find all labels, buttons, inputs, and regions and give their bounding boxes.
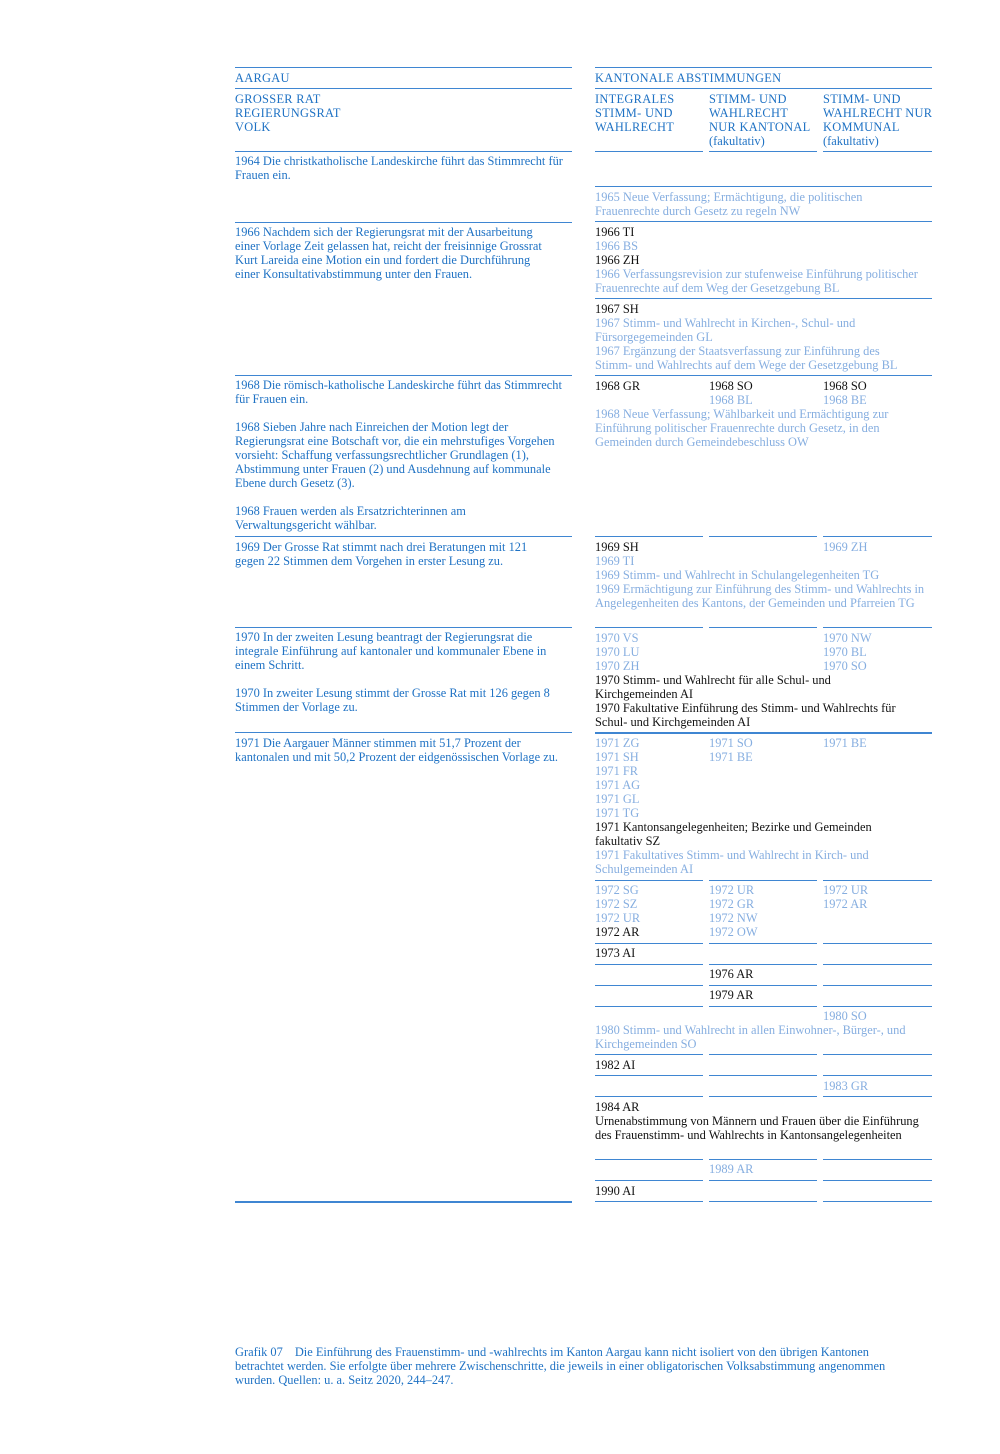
row-1979: 1979 AR [709, 988, 754, 1002]
vote-entry: 1971 BE [823, 736, 867, 750]
vote-entry: 1971 BE [709, 750, 753, 764]
rule [823, 1006, 932, 1007]
entry-1968a: 1968 Die römisch-katholische Landeskirche führt das Stimmrecht für Frauen ein. [235, 378, 562, 406]
vote-entry: 1967 Stimm- und Wahlrecht in Kirchen-, Schul- und Fürsorgegemeinden GL [595, 316, 856, 344]
figure-caption [235, 1345, 915, 1387]
row-1970-integral [595, 631, 703, 673]
vote-entry: 1968 SO [823, 379, 867, 393]
rule [595, 221, 932, 222]
row-1965: 1965 Neue Verfassung; Ermächtigung, die politischen Frauenrechte durch Gesetz zu regeln NW [595, 190, 863, 218]
vote-entry: 1970 NW [823, 631, 872, 645]
header-line: STIMM- UND [595, 106, 673, 120]
row-1973: 1973 AI [595, 946, 636, 960]
rule [595, 186, 932, 187]
rule [823, 151, 932, 152]
header-line: (fakultativ) [709, 134, 765, 148]
right-title: KANTONALE ABSTIMMUNGEN [595, 71, 782, 85]
rule [823, 964, 932, 965]
row-1971-communal [823, 736, 931, 750]
entry-1966: 1966 Nachdem sich der Regierungsrat mit der Ausarbeitung einer Vorlage Zeit gelassen hat, reicht der freisinnige Grossrat Kurt Lareida eine Motion ein und fordert die Durchführung einer Konsultativabstimmung unter den Frauen. [235, 225, 542, 281]
rule [709, 1201, 817, 1202]
rule [823, 1201, 932, 1202]
rule [235, 222, 572, 223]
row-1972-communal [823, 883, 931, 911]
rule [235, 627, 572, 628]
rule [235, 375, 572, 376]
left-subtitle [235, 92, 565, 134]
rule [235, 88, 572, 89]
rule [823, 1075, 932, 1076]
rule [595, 1201, 703, 1202]
vote-entry: Urnenabstimmung von Männern und Frauen über die Einführung des Frauenstimm- und Wahlrechts in Kantonsangelegenheiten [595, 1114, 919, 1142]
rule [595, 1006, 703, 1007]
row-1971-integral [595, 736, 703, 820]
entry-1968-group [235, 378, 565, 532]
vote-entry: 1972 SG [595, 883, 639, 897]
rule [709, 1006, 817, 1007]
rule [595, 1180, 703, 1181]
subtitle-line: REGIERUNGSRAT [235, 106, 341, 120]
rule [709, 1096, 817, 1097]
subtitle-line: GROSSER RAT [235, 92, 321, 106]
row-1989: 1989 AR [709, 1162, 754, 1176]
row-1972-integral [595, 883, 703, 939]
rule [709, 985, 817, 986]
row-1972-cantonal [709, 883, 817, 939]
row-1969-notes [595, 568, 925, 610]
rule [595, 67, 932, 68]
rule [823, 627, 932, 628]
rule [709, 536, 817, 537]
row-1980-communal: 1980 SO [823, 1009, 867, 1023]
column-header-integral [595, 92, 703, 134]
column-header-communal [823, 92, 933, 148]
rule [235, 732, 572, 733]
row-1968-note: 1968 Neue Verfassung; Wählbarkeit und Ermächtigung zur Einführung politischer Frauenrechte durch Gesetz, in den Gemeinden durch Gemeindebeschluss OW [595, 407, 889, 449]
rule [823, 1096, 932, 1097]
row-1968-cantonal [709, 379, 817, 407]
header-line: WAHLRECHT [595, 120, 675, 134]
header-line: INTEGRALES [595, 92, 675, 106]
caption-text: Die Einführung des Frauenstimm- und -wahlrechts im Kanton Aargau kann nicht isoliert von den übrigen Kantonen betrachtet werden. Sie erfolgte über mehrere Zwischenschritte, die jeweils in einer obligatorischen Volksabstimmung angenommen wurden. Quellen: u. a. Seitz 2020, 244–247. [235, 1345, 886, 1387]
vote-entry: 1970 Stimm- und Wahlrecht für alle Schul- und Kirchgemeinden AI [595, 673, 831, 701]
header-line: WAHLRECHT NUR [823, 106, 933, 120]
vote-entry: 1971 SH [595, 750, 639, 764]
vote-entry: 1971 TG [595, 806, 640, 820]
row-1968-communal [823, 379, 931, 407]
rule [823, 536, 932, 537]
row-1968-integral [595, 379, 703, 393]
row-1984 [595, 1100, 925, 1142]
rule [235, 536, 572, 537]
vote-entry: 1971 FR [595, 764, 639, 778]
vote-entry: 1971 SO [709, 736, 753, 750]
row-1970-communal [823, 631, 931, 673]
rule [595, 88, 932, 89]
vote-entry: 1969 Stimm- und Wahlrecht in Schulangelegenheiten TG [595, 568, 880, 582]
vote-entry: 1966 Verfassungsrevision zur stufenweise Einführung politischer Frauenrechte auf dem Weg der Gesetzgebung BL [595, 267, 918, 295]
left-title: AARGAU [235, 71, 290, 85]
column-header-cantonal [709, 92, 817, 148]
vote-entry: 1967 Ergänzung der Staatsverfassung zur Einführung des Stimm- und Wahlrechts auf dem Wege der Gesetzgebung BL [595, 344, 898, 372]
rule [235, 151, 572, 152]
vote-entry: 1969 ZH [823, 540, 868, 554]
row-1976: 1976 AR [709, 967, 754, 981]
rule [235, 1201, 572, 1203]
rule [709, 627, 817, 628]
rule [709, 1054, 817, 1055]
rule [709, 1075, 817, 1076]
rule [595, 1159, 703, 1160]
vote-entry: 1970 BL [823, 645, 867, 659]
vote-entry: 1971 ZG [595, 736, 640, 750]
vote-entry: 1969 TI [595, 554, 635, 568]
header-line: STIMM- UND [709, 92, 787, 106]
row-1971-notes [595, 820, 910, 876]
row-1983: 1983 GR [823, 1079, 869, 1093]
vote-entry: 1971 GL [595, 792, 640, 806]
vote-entry: 1971 Kantonsangelegenheiten; Bezirke und Gemeinden fakultativ SZ [595, 820, 872, 848]
header-line: NUR KANTONAL [709, 120, 811, 134]
row-1980-note: 1980 Stimm- und Wahlrecht in allen Einwohner-, Bürger-, und Kirchgemeinden SO [595, 1023, 906, 1051]
rule [823, 1180, 932, 1181]
rule [595, 1054, 703, 1055]
rule [595, 536, 703, 537]
rule [823, 880, 932, 881]
vote-entry: 1972 UR [595, 911, 641, 925]
row-1966 [595, 225, 932, 295]
entry-1968c: 1968 Frauen werden als Ersatzrichterinnen am Verwaltungsgericht wählbar. [235, 504, 466, 532]
entry-1969: 1969 Der Grosse Rat stimmt nach drei Beratungen mit 121 gegen 22 Stimmen dem Vorgehen in erster Lesung zu. [235, 540, 528, 568]
vote-entry: 1972 SZ [595, 897, 638, 911]
vote-entry: 1972 OW [709, 925, 758, 939]
entry-1971: 1971 Die Aargauer Männer stimmen mit 51,7 Prozent der kantonalen und mit 50,2 Prozent der eidgenössischen Vorlage zu. [235, 736, 559, 764]
entry-1970a: 1970 In der zweiten Lesung beantragt der Regierungsrat die integrale Einführung auf kantonaler und kommunaler Ebene in einem Schritt. [235, 630, 547, 672]
rule [595, 985, 703, 986]
entry-1970b: 1970 In zweiter Lesung stimmt der Grosse Rat mit 126 gegen 8 Stimmen der Vorlage zu. [235, 686, 550, 714]
rule [235, 67, 572, 68]
subtitle-line: VOLK [235, 120, 271, 134]
row-1990: 1990 AI [595, 1184, 636, 1198]
row-1971-cantonal [709, 736, 817, 764]
rule [709, 151, 817, 152]
vote-entry: 1972 AR [823, 897, 868, 911]
header-line: WAHLRECHT [709, 106, 789, 120]
vote-entry: 1972 AR [595, 925, 640, 939]
header-line: KOMMUNAL [823, 120, 900, 134]
vote-entry: 1969 Ermächtigung zur Einführung des Stimm- und Wahlrechts in Angelegenheiten des Kantons, der Gemeinden und Pfarreien TG [595, 582, 925, 610]
rule [595, 151, 703, 152]
header-line: STIMM- UND [823, 92, 901, 106]
vote-entry: 1970 SO [823, 659, 867, 673]
rule [595, 943, 703, 944]
vote-entry: 1972 UR [709, 883, 755, 897]
rule [709, 1159, 817, 1160]
caption-label: Grafik 07 [235, 1345, 283, 1359]
rule [595, 732, 932, 734]
vote-entry: 1984 AR [595, 1100, 640, 1114]
vote-entry: 1971 AG [595, 778, 641, 792]
vote-entry: 1970 Fakultative Einführung des Stimm- und Wahlrechts für Schul- und Kirchgemeinden AI [595, 701, 896, 729]
vote-entry: 1972 NW [709, 911, 758, 925]
vote-entry: 1968 SO [709, 379, 753, 393]
vote-entry: 1968 GR [595, 379, 641, 393]
header-line: (fakultativ) [823, 134, 879, 148]
rule [823, 985, 932, 986]
entry-1968b: 1968 Sieben Jahre nach Einreichen der Motion legt der Regierungsrat eine Botschaft vor, die ein mehrstufiges Vorgehen vorsieht: Schaffung verfassungsrechtlicher Grundlagen (1), Abstimmung unter Frauen (2) und Ausdehnung auf kommunale Ebene durch Gesetz (3). [235, 420, 555, 490]
vote-entry: 1970 LU [595, 645, 640, 659]
rule [595, 375, 932, 376]
vote-entry: 1967 SH [595, 302, 639, 316]
rule [595, 1096, 703, 1097]
rule [595, 627, 703, 628]
row-1982: 1982 AI [595, 1058, 636, 1072]
vote-entry: 1968 BL [709, 393, 753, 407]
row-1970-notes [595, 673, 915, 729]
rule [823, 1054, 932, 1055]
rule [709, 943, 817, 944]
vote-entry: 1966 TI [595, 225, 635, 239]
row-1969-integral [595, 540, 703, 568]
rule [595, 298, 932, 299]
vote-entry: 1972 UR [823, 883, 869, 897]
entry-1964: 1964 Die christkatholische Landeskirche führt das Stimmrecht für Frauen ein. [235, 154, 563, 182]
vote-entry: 1972 GR [709, 897, 755, 911]
vote-entry: 1966 ZH [595, 253, 640, 267]
rule [709, 880, 817, 881]
vote-entry: 1970 ZH [595, 659, 640, 673]
rule [709, 1180, 817, 1181]
vote-entry: 1971 Fakultatives Stimm- und Wahlrecht in Kirch- und Schulgemeinden AI [595, 848, 869, 876]
vote-entry: 1970 VS [595, 631, 639, 645]
rule [595, 964, 703, 965]
vote-entry: 1966 BS [595, 239, 639, 253]
vote-entry: 1969 SH [595, 540, 639, 554]
rule [595, 1075, 703, 1076]
entry-1970-group [235, 630, 565, 714]
rule [823, 943, 932, 944]
rule [709, 964, 817, 965]
vote-entry: 1968 BE [823, 393, 867, 407]
rule [595, 880, 703, 881]
row-1969-communal [823, 540, 931, 554]
row-1967 [595, 302, 915, 372]
rule [823, 1159, 932, 1160]
